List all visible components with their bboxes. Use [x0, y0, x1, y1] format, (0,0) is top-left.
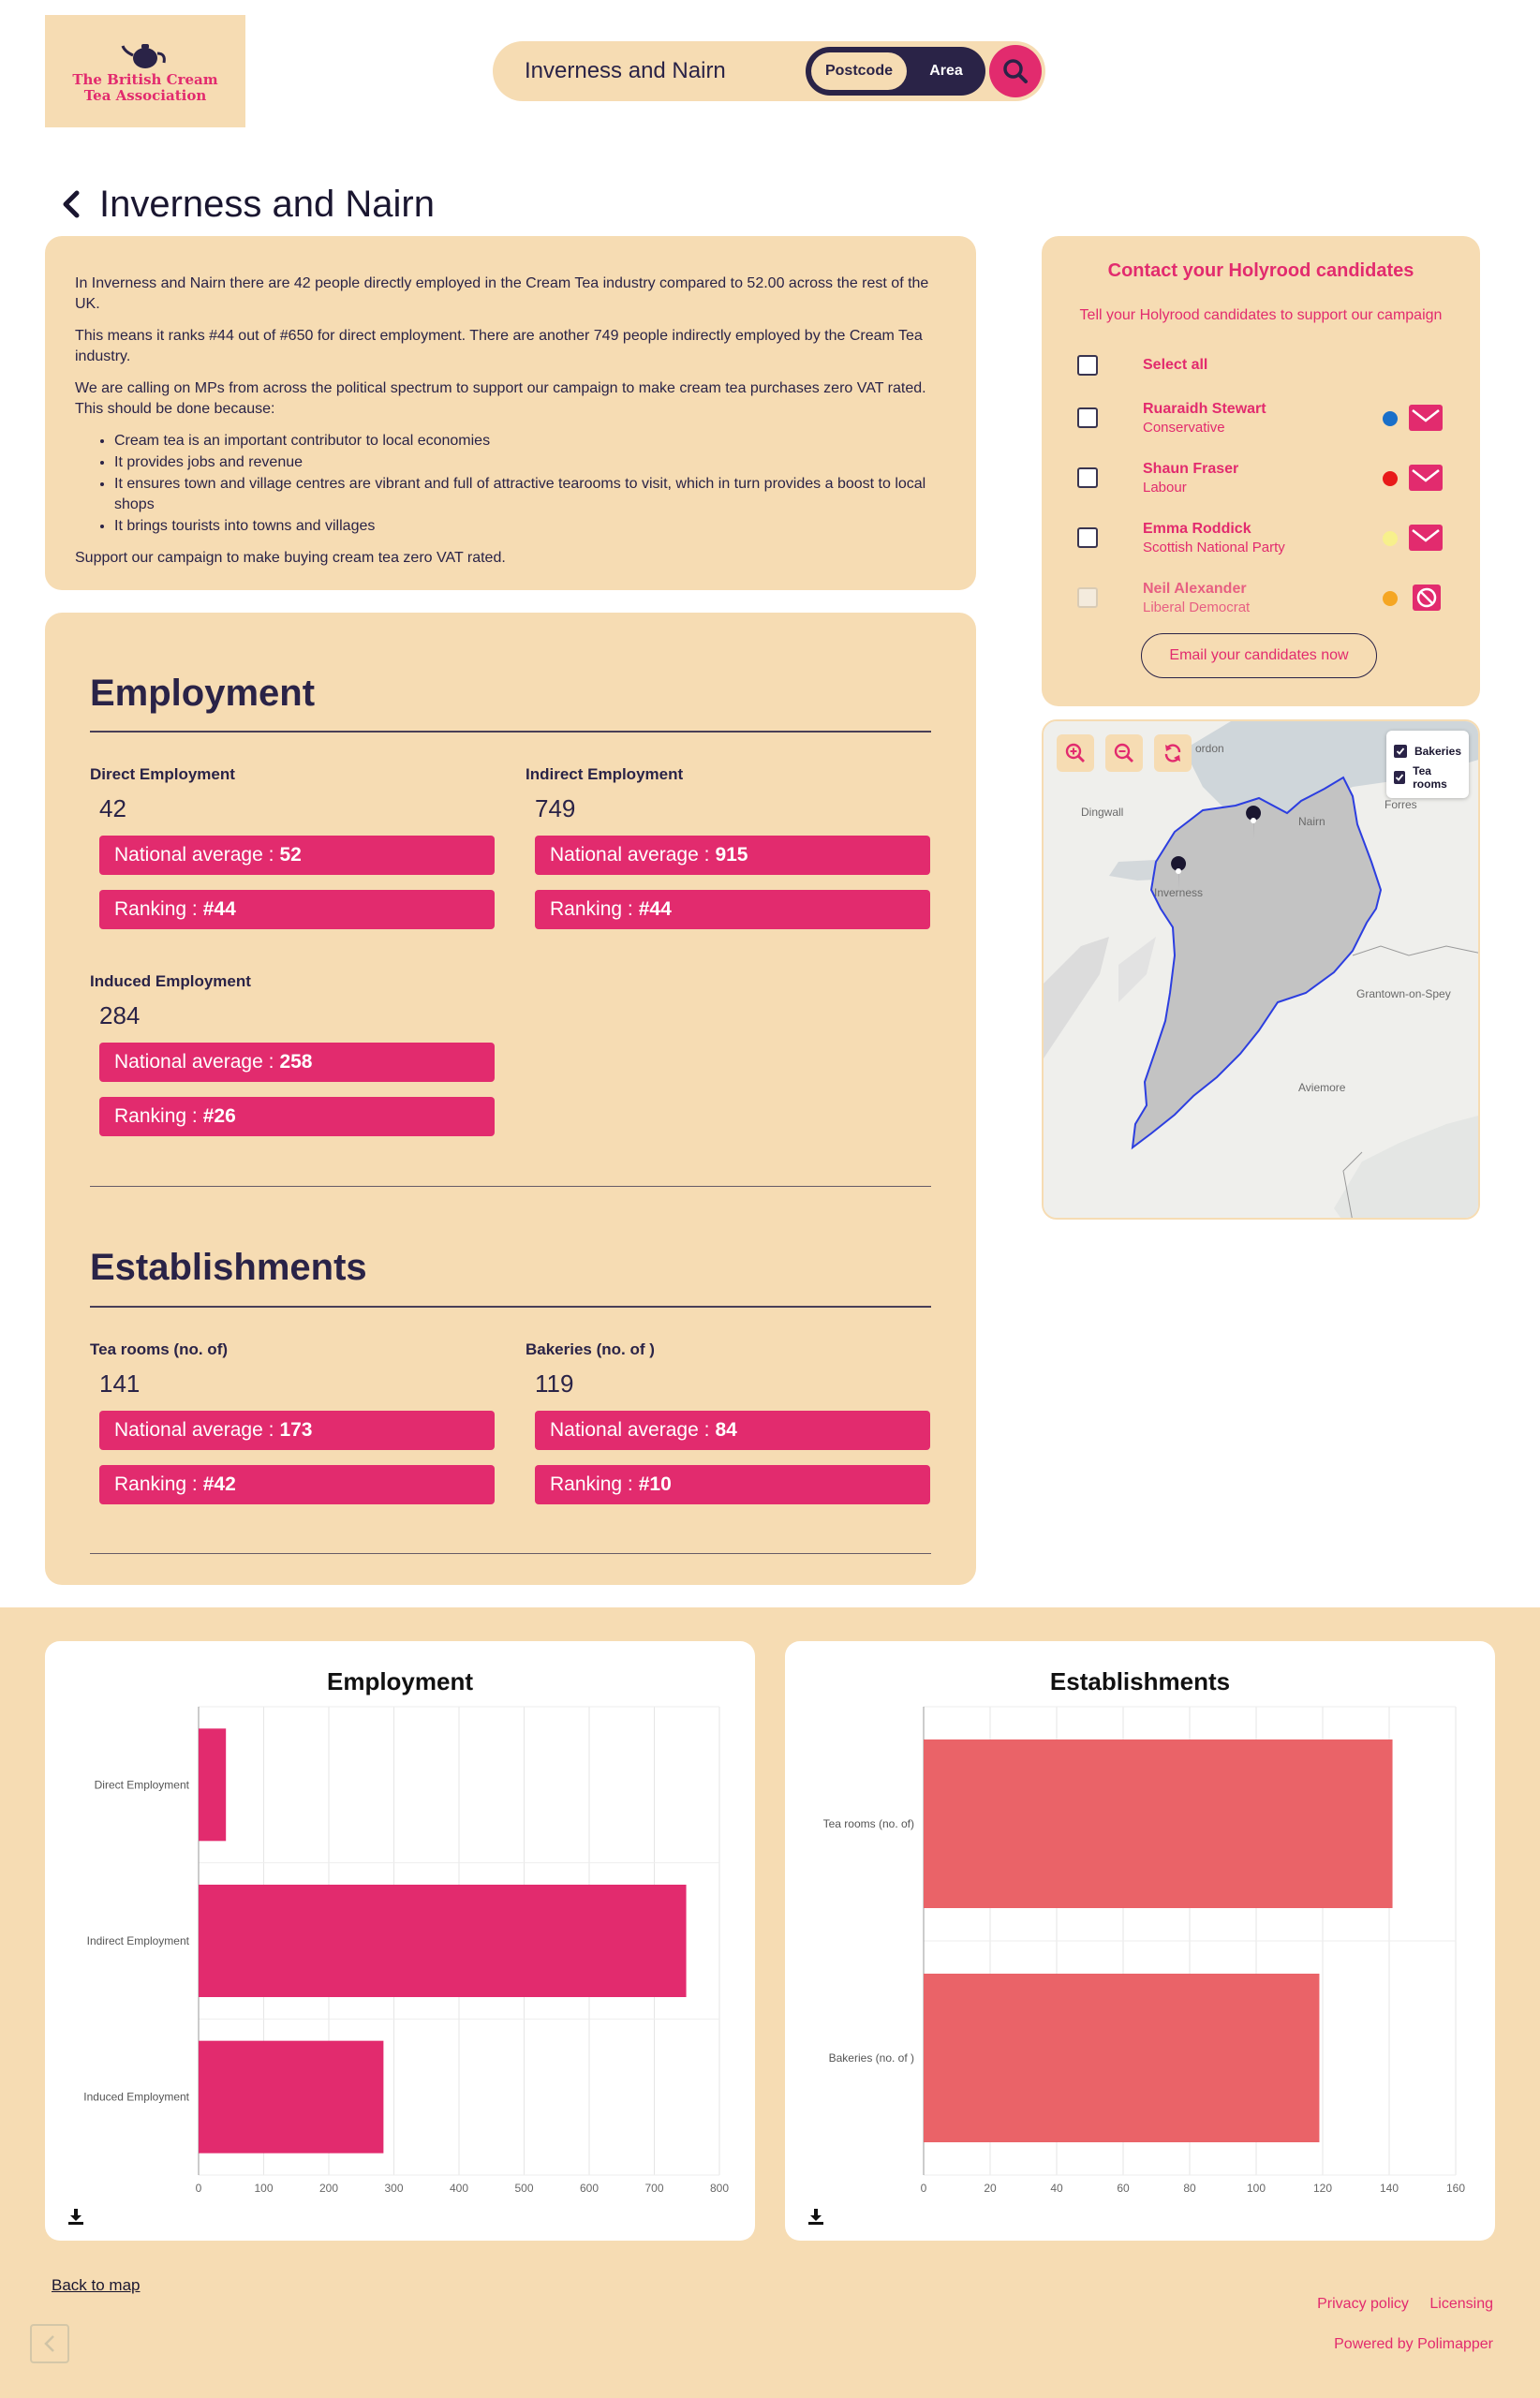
list-item: • It brings tourists into towns and villages: [114, 516, 946, 537]
email-icon[interactable]: [1409, 405, 1443, 431]
logo-line-1: The British Cream: [72, 71, 218, 88]
bar: [924, 1974, 1319, 2142]
email-candidates-button[interactable]: Email your candidates now: [1141, 633, 1377, 678]
legend-tea-rooms[interactable]: [1394, 764, 1461, 791]
x-tick-label: 300: [384, 2182, 404, 2195]
x-tick-label: 0: [195, 2182, 202, 2195]
induced-national-average: [99, 1043, 495, 1082]
intro-panel: [45, 236, 976, 590]
candidate-row: [1077, 519, 1452, 556]
intro-paragraph-2: This means it ranks #44 out of #650 for direct employment. There are another 749 people indirectly employed by the Cream Tea industry.: [75, 328, 923, 364]
category-label: Induced Employment: [83, 2090, 189, 2104]
zoom-out-button[interactable]: [1105, 734, 1143, 772]
x-tick-label: 200: [318, 2182, 339, 2195]
ranking-value: #44: [202, 898, 236, 920]
stats-panel: [45, 613, 976, 1585]
bar: [924, 1739, 1393, 1908]
map-place-label: Inverness: [1154, 886, 1204, 899]
ranking-label: Ranking :: [114, 1105, 198, 1127]
category-label: Indirect Employment: [86, 1934, 189, 1947]
indirect-employment-label: Indirect Employment: [526, 765, 684, 783]
x-tick-label: 160: [1445, 2182, 1466, 2195]
teapot-icon: [117, 38, 173, 70]
intro-paragraph-4: Support our campaign to make buying cream tea zero VAT rated.: [75, 550, 506, 566]
indirect-ranking: [535, 890, 930, 929]
tearooms-label: Tea rooms (no. of): [90, 1340, 229, 1358]
ranking-value: #26: [202, 1105, 236, 1127]
party-color-dot: [1383, 411, 1398, 426]
national-average-label: National average :: [550, 1419, 710, 1441]
direct-national-average: [99, 836, 495, 875]
indirect-national-average: [535, 836, 930, 875]
bakeries-national-average: [535, 1411, 930, 1450]
back-chevron-icon[interactable]: [54, 185, 88, 223]
page-title-row: [54, 178, 435, 230]
direct-employment-value: 42: [99, 794, 126, 822]
constituency-map[interactable]: [1042, 719, 1480, 1220]
candidate-party: Scottish National Party: [1143, 540, 1285, 555]
collapse-button[interactable]: [30, 2324, 69, 2363]
candidate-row: [1077, 399, 1452, 437]
party-color-dot: [1383, 591, 1398, 606]
zoom-out-icon: [1113, 742, 1135, 764]
employment-chart-card: [45, 1641, 755, 2241]
bar: [199, 2041, 383, 2154]
map-place-label: Forres: [1385, 798, 1417, 811]
x-tick-label: 20: [984, 2182, 997, 2195]
tearooms-ranking: [99, 1465, 495, 1504]
x-tick-label: 400: [449, 2182, 469, 2195]
tearooms-national-average: [99, 1411, 495, 1450]
logo-line-2: Tea Association: [83, 87, 207, 104]
contact-title: Contact your Holyrood candidates: [1107, 260, 1414, 281]
employment-chart: [45, 1641, 755, 2241]
x-tick-label: 500: [514, 2182, 534, 2195]
contact-candidates-panel: [1042, 236, 1480, 706]
search-icon: [1001, 57, 1029, 85]
bakeries-value: 119: [535, 1369, 574, 1398]
candidate-checkbox: [1077, 587, 1098, 608]
select-all-row: [1077, 347, 1452, 384]
select-all-label: Select all: [1143, 357, 1208, 373]
list-item: • Cream tea is an important contributor to local economies: [114, 431, 946, 451]
candidate-checkbox[interactable]: [1077, 527, 1098, 548]
candidate-checkbox[interactable]: [1077, 467, 1098, 488]
reset-map-button[interactable]: [1154, 734, 1192, 772]
ranking-value: #42: [202, 1473, 236, 1495]
x-tick-label: 100: [254, 2182, 274, 2195]
contact-subtitle: Tell your Holyrood candidates to support our campaign: [1079, 307, 1443, 323]
induced-employment-label: Induced Employment: [90, 972, 251, 990]
refresh-icon: [1162, 742, 1184, 764]
party-color-dot: [1383, 531, 1398, 546]
x-tick-label: 40: [1050, 2182, 1063, 2195]
map-place-label: ordon: [1195, 742, 1224, 755]
tearooms-value: 141: [99, 1369, 141, 1398]
national-average-value: 52: [279, 844, 302, 866]
powered-by-link[interactable]: Powered by Polimapper: [1334, 2336, 1493, 2352]
no-email-icon: [1413, 585, 1441, 611]
chart-title: Establishments: [1049, 1667, 1231, 1695]
logo[interactable]: [45, 15, 245, 127]
candidate-party: Conservative: [1143, 420, 1225, 436]
divider: [90, 1306, 931, 1308]
establishments-chart: [785, 1641, 1495, 2241]
map-place-label: Aviemore: [1298, 1081, 1346, 1094]
x-tick-label: 800: [709, 2182, 730, 2195]
select-all-checkbox[interactable]: [1077, 355, 1098, 376]
page-title: Inverness and Nairn: [99, 183, 435, 225]
candidate-checkbox[interactable]: [1077, 407, 1098, 428]
x-tick-label: 0: [920, 2182, 927, 2195]
bar: [199, 1728, 226, 1841]
download-icon[interactable]: [67, 2207, 84, 2226]
charts-section: [0, 1607, 1540, 2398]
candidate-row: [1077, 459, 1452, 496]
checkbox-checked-icon[interactable]: [1394, 745, 1407, 758]
area-toggle[interactable]: Area: [929, 63, 963, 79]
download-icon[interactable]: [807, 2207, 824, 2226]
search-bar: [493, 41, 1045, 101]
divider: [90, 1186, 931, 1187]
direct-ranking: [99, 890, 495, 929]
category-label: Bakeries (no. of ): [828, 2051, 914, 2065]
ranking-label: Ranking :: [114, 898, 198, 920]
map-legend: [1386, 731, 1469, 798]
direct-employment-label: Direct Employment: [90, 765, 235, 783]
national-average-label: National average :: [114, 1051, 274, 1073]
ranking-value: #10: [638, 1473, 672, 1495]
national-average-label: National average :: [114, 1419, 274, 1441]
establishments-heading: Establishments: [90, 1247, 367, 1288]
x-tick-label: 700: [644, 2182, 664, 2195]
divider: [90, 731, 931, 733]
candidate-name: Emma Roddick: [1143, 521, 1251, 537]
x-tick-label: 60: [1117, 2182, 1130, 2195]
candidate-party: Liberal Democrat: [1143, 600, 1251, 615]
checkbox-checked-icon[interactable]: [1394, 771, 1405, 784]
legend-bakeries[interactable]: [1394, 738, 1461, 764]
ranking-label: Ranking :: [114, 1473, 198, 1495]
x-tick-label: 80: [1183, 2182, 1196, 2195]
category-label: Direct Employment: [94, 1778, 189, 1792]
induced-employment-value: 284: [99, 1001, 141, 1029]
candidate-name: Shaun Fraser: [1143, 461, 1239, 477]
national-average-label: National average :: [114, 844, 274, 866]
search-mode-toggle[interactable]: [806, 47, 985, 96]
induced-ranking: [99, 1097, 495, 1136]
map-place-label: Grantown-on-Spey: [1356, 987, 1451, 1000]
candidate-name: Ruaraidh Stewart: [1143, 401, 1266, 417]
national-average-value: 84: [715, 1419, 737, 1441]
intro-paragraph-1: In Inverness and Nairn there are 42 people directly employed in the Cream Tea industry compared to 52.00 across the rest of the UK.: [75, 275, 929, 312]
legend-label: Tea rooms: [1413, 764, 1447, 791]
establishments-chart-card: [785, 1641, 1495, 2241]
candidate-row: [1077, 579, 1452, 616]
ranking-label: Ranking :: [550, 1473, 633, 1495]
indirect-employment-value: 749: [535, 794, 576, 822]
national-average-value: 915: [715, 844, 748, 866]
x-tick-label: 140: [1379, 2182, 1399, 2195]
intro-paragraph-3: We are calling on MPs from across the political spectrum to support our campaign to make cream tea purchases zero VAT rated. This should be done because:: [75, 380, 926, 417]
list-item: • It ensures town and village centres are vibrant and full of attractive tearooms to visit, which in turn provides a boost to local shops: [114, 474, 946, 515]
candidate-name: Neil Alexander: [1143, 581, 1247, 597]
ranking-label: Ranking :: [550, 898, 633, 920]
national-average-label: National average :: [550, 844, 710, 866]
zoom-in-icon: [1064, 742, 1087, 764]
legend-label: Bakeries: [1414, 745, 1461, 758]
candidate-party: Labour: [1143, 480, 1187, 496]
national-average-value: 173: [279, 1419, 313, 1441]
bar: [199, 1885, 687, 1997]
map-place-label: Nairn: [1298, 815, 1325, 828]
email-icon[interactable]: [1409, 525, 1443, 551]
chevron-left-icon: [41, 2333, 58, 2354]
list-item: • It provides jobs and revenue: [114, 452, 946, 473]
licensing-link[interactable]: Licensing: [1429, 2296, 1493, 2312]
map-place-label: Dingwall: [1081, 806, 1124, 819]
email-icon[interactable]: [1409, 465, 1443, 491]
search-button[interactable]: [989, 45, 1042, 97]
footer-links: [1300, 2296, 1493, 2313]
chart-title: Employment: [326, 1667, 474, 1695]
x-tick-label: 600: [579, 2182, 600, 2195]
search-input[interactable]: [525, 54, 806, 88]
bakeries-ranking: [535, 1465, 930, 1504]
x-tick-label: 120: [1312, 2182, 1333, 2195]
employment-heading: Employment: [90, 673, 316, 714]
intro-reasons-list: [114, 431, 946, 537]
national-average-value: 258: [279, 1051, 313, 1073]
party-color-dot: [1383, 471, 1398, 486]
bakeries-label: Bakeries (no. of ): [526, 1340, 655, 1358]
zoom-in-button[interactable]: [1057, 734, 1094, 772]
divider: [90, 1553, 931, 1554]
x-tick-label: 100: [1246, 2182, 1266, 2195]
back-to-map-link[interactable]: Back to map: [52, 2276, 141, 2294]
privacy-policy-link[interactable]: Privacy policy: [1317, 2296, 1409, 2312]
postcode-toggle[interactable]: Postcode: [811, 52, 907, 90]
ranking-value: #44: [638, 898, 672, 920]
category-label: Tea rooms (no. of): [822, 1817, 914, 1830]
